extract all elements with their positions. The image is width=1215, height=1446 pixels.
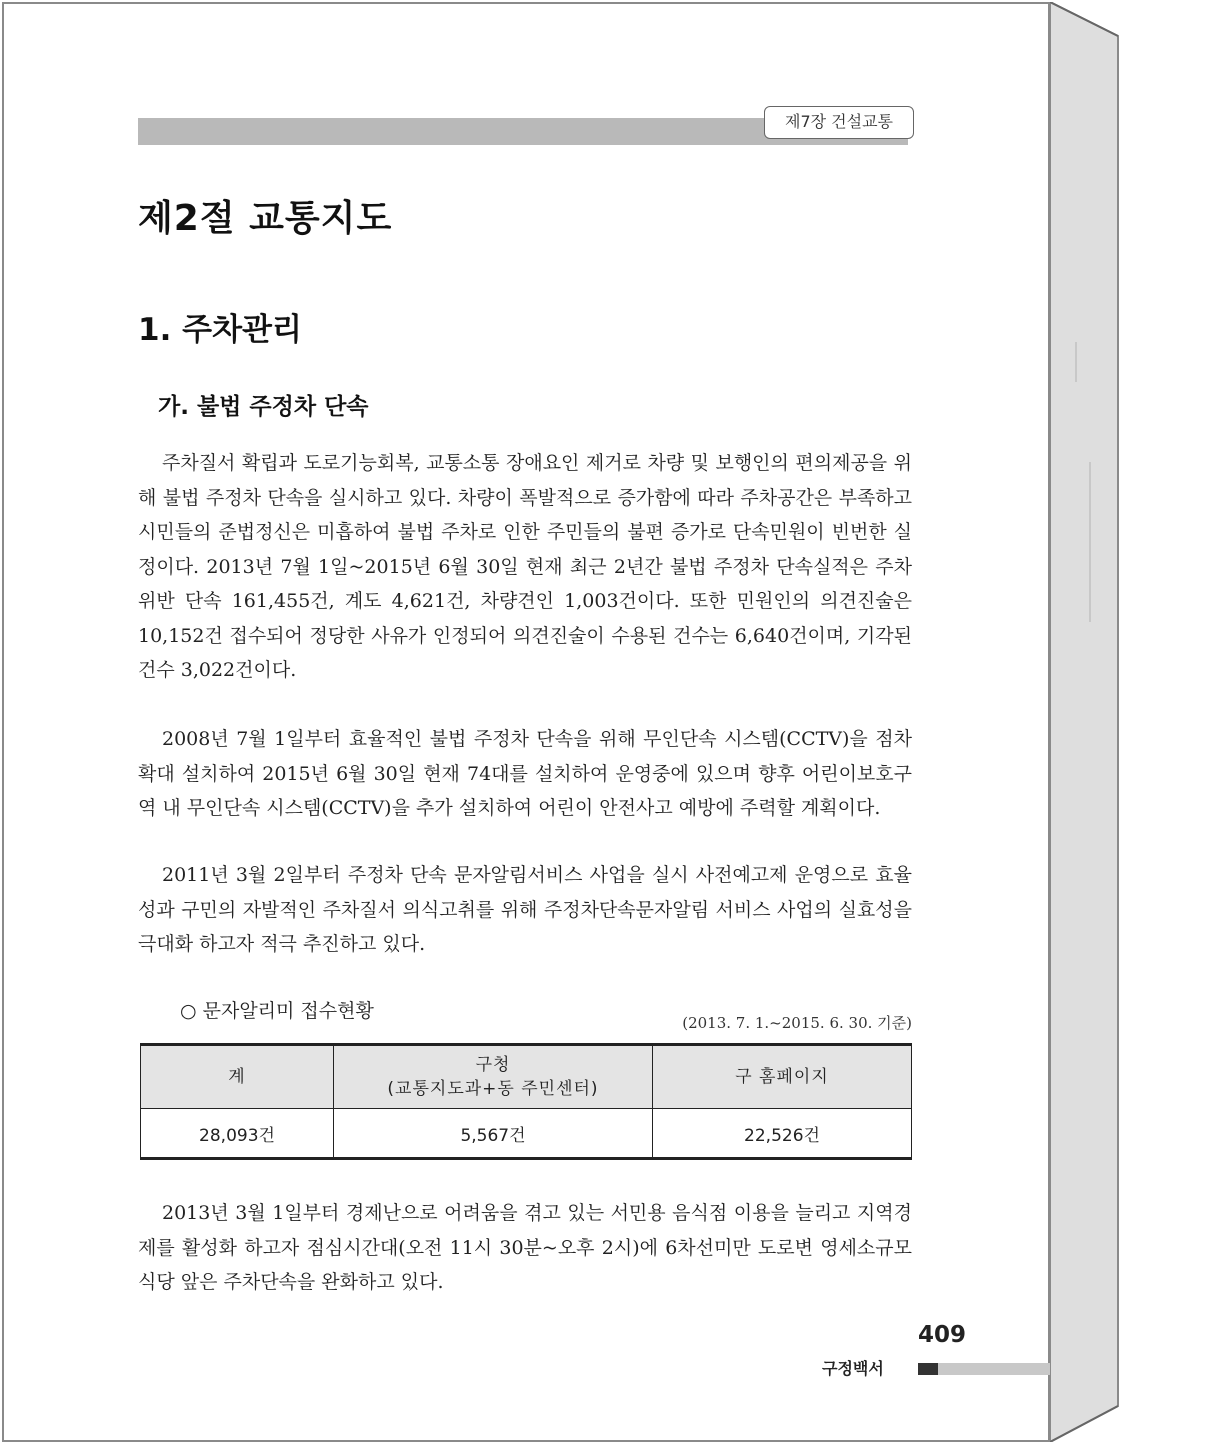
header-total: 계	[141, 1045, 334, 1109]
header-district-office	[334, 1045, 653, 1109]
chapter-tag: 제7장 건설교통	[764, 106, 914, 139]
sms-registration-table	[140, 1043, 912, 1160]
table-date-note: (2013. 7. 1.~2015. 6. 30. 기준)	[682, 1014, 912, 1032]
section-title: 제2절 교통지도	[138, 198, 393, 239]
cell-homepage: 22,526건	[653, 1109, 912, 1159]
subsection-title: 1. 주차관리	[138, 312, 302, 348]
paragraph-illegal-parking-enforcement: 주차질서 확립과 도로기능회복, 교통소통 장애요인 제거로 차량 및 보행인의 편의제공을 위해 불법 주정차 단속을 실시하고 있다. 차량이 폭발적으로 증가함에 따라 주차공간은 부족하고 시민들의 준법정신은 미흡하여 불법 주차로 인한 주민들의 불편 증가로 단속민원이 빈번한 실정이다. 2013년 7월 1일~2015년 6월 30일 현재 최근 2년간 불법 주정차 단속실적은 주차위반 단속 161,455건, 계도 4,621건, 차량견인 1,003건이다. 또한 민원인의 의견진술은 10,152건 접수되어 정당한 사유가 인정되어 의견진술이 수용된 건수는 6,640건이며, 기각된 건수 3,022건이다.	[138, 452, 912, 681]
paragraph-cctv-enforcement: 2008년 7월 1일부터 효율적인 불법 주정차 단속을 위해 무인단속 시스템(CCTV)을 점차 확대 설치하여 2015년 6월 30일 현재 74대를 설치하여 운영중에 있으며 향후 어린이보호구역 내 무인단속 시스템(CCTV)을 추가 설치하여 어린이 안전사고 예방에 주력할 계획이다.	[138, 728, 912, 819]
header-homepage: 구 홈페이지	[653, 1045, 912, 1109]
page-number: 409	[918, 1322, 967, 1348]
table-header-row	[141, 1045, 912, 1109]
table-caption: ○ 문자알리미 접수현황	[180, 1000, 374, 1022]
footer-bar-accent	[918, 1363, 938, 1375]
cell-district-office: 5,567건	[334, 1109, 653, 1159]
footer-bar	[938, 1363, 1050, 1375]
book-page-edge	[1050, 2, 1122, 1442]
cell-total: 28,093건	[141, 1109, 334, 1159]
table-row	[141, 1109, 912, 1159]
paragraph-sms-notification-service: 2011년 3월 2일부터 주정차 단속 문자알림서비스 사업을 실시 사전예고제 운영으로 효율성과 구민의 자발적인 주차질서 의식고취를 위해 주정차단속문자알림 서비스 사업의 실효성을 극대화 하고자 적극 추진하고 있다.	[138, 864, 912, 955]
header-district-office-line2: (교통지도과+동 주민센터)	[387, 1079, 599, 1099]
paragraph-lunch-parking-relief: 2013년 3월 1일부터 경제난으로 어려움을 겪고 있는 서민용 음식점 이용을 늘리고 지역경제를 활성화 하고자 점심시간대(오전 11시 30분~오후 2시)에 6차선미만 도로변 영세소규모식당 앞은 주차단속을 완화하고 있다.	[138, 1202, 912, 1293]
header-district-office-line1: 구청	[475, 1055, 511, 1075]
publication-name: 구정백서	[822, 1359, 884, 1378]
sub-subsection-title: 가. 불법 주정차 단속	[158, 394, 369, 420]
